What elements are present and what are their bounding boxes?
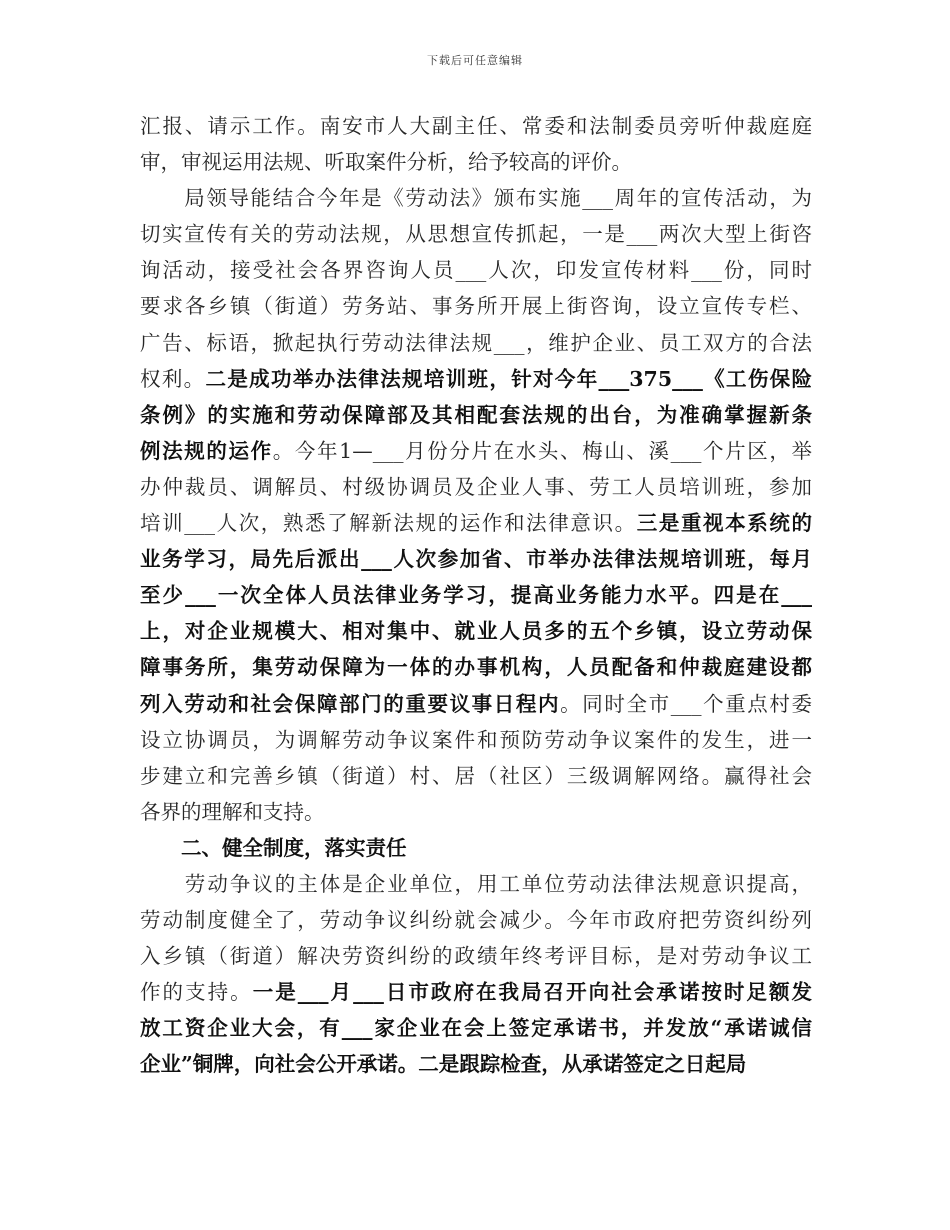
- text-run: 切实宣传有关的劳动法规，从思想宣传抓起，一是___两次大型上街咨: [140, 222, 812, 247]
- text-line: [140, 108, 812, 144]
- paragraph: [140, 108, 812, 180]
- text-line: [140, 216, 812, 252]
- text-line: [140, 433, 812, 469]
- text-line: [140, 144, 812, 180]
- bold-text-run: 二是成功举办法律法规培训班，针对今年___375___《工伤保险: [205, 366, 813, 391]
- text-line: [140, 505, 812, 541]
- text-line: [140, 1010, 812, 1046]
- text-run: 汇报、请示工作。南安市人大副主任、常委和法制委员旁听仲裁庭庭: [140, 114, 812, 138]
- text-line: [140, 288, 812, 324]
- text-run: 步建立和完善乡镇（街道）村、居（社区）三级调解网络。赢得社会: [140, 763, 812, 788]
- text-run: 要求各乡镇（街道）劳务站、事务所开展上街咨询，设立宣传专栏、: [140, 294, 812, 319]
- text-run: 。同时全市___个重点村委: [560, 691, 813, 716]
- text-line: [140, 830, 812, 866]
- text-run: 作的支持。: [140, 980, 253, 1005]
- bold-text-run: 条例》的实施和劳动保障部及其相配套法规的出台，为准确掌握新条: [140, 402, 812, 427]
- bold-text-run: 三是重视本系统的: [636, 511, 813, 536]
- text-run: 审，审视运用法规、听取案件分析，给予较高的评价。: [140, 150, 632, 175]
- bold-text-run: 例法规的运作: [140, 438, 273, 463]
- bold-text-run: 上，对企业规模大、相对集中、就业人员多的五个乡镇，设立劳动保: [140, 619, 812, 644]
- document-body: [140, 108, 812, 1083]
- text-line: [140, 397, 812, 433]
- text-line: [140, 686, 812, 722]
- text-run: 。今年1—___月份分片在水头、梅山、溪___个片区，举: [272, 438, 813, 463]
- text-run: 广告、标语，掀起执行劳动法律法规___，维护企业、员工双方的合法: [140, 330, 812, 355]
- bold-text-run: 至少___一次全体人员法律业务学习，提高业务能力水平。四是在___: [140, 583, 812, 608]
- text-run: 劳动制度健全了，劳动争议纠纷就会减少。今年市政府把劳资纠纷列: [140, 908, 812, 933]
- bold-text-run: 列入劳动和社会保障部门的重要议事日程内: [140, 691, 561, 716]
- text-line: [140, 938, 812, 974]
- text-run: 各界的理解和支持。: [140, 799, 325, 824]
- text-line: [140, 866, 812, 902]
- text-run: 劳动争议的主体是企业单位，用工单位劳动法律法规意识提高，: [140, 871, 812, 896]
- text-line: [140, 252, 812, 288]
- bold-text-run: 一是___月___日市政府在我局召开向社会承诺按时足额发: [252, 980, 813, 1005]
- text-run: 权利。: [140, 366, 206, 391]
- text-run: 入乡镇（街道）解决劳资纠纷的政绩年终考评目标，是对劳动争议工: [140, 944, 812, 969]
- bold-text-run: 二、健全制度，落实责任: [140, 835, 407, 860]
- text-line: [140, 974, 812, 1010]
- text-run: 设立协调员，为调解劳动争议案件和预防劳动争议案件的发生，进一: [140, 727, 812, 752]
- section-heading: [140, 830, 812, 866]
- text-run: 培训___人次，熟悉了解新法规的运作和法律意识。: [140, 511, 637, 536]
- text-run: 询活动，接受社会各界咨询人员___人次，印发宣传材料___份，同时: [140, 258, 812, 283]
- text-line: [140, 577, 812, 613]
- paragraph: [140, 180, 812, 830]
- bold-text-run: 业务学习，局先后派出___人次参加省、市举办法律法规培训班，每月: [140, 547, 812, 572]
- text-line: [140, 613, 812, 649]
- page-header: 下载后可任意编辑: [427, 54, 523, 67]
- bold-text-run: 障事务所，集劳动保障为一体的办事机构，人员配备和仲裁庭建设都: [140, 655, 812, 680]
- bold-text-run: 企业”铜牌，向社会公开承诺。二是跟踪检查，从承诺签定之日起局: [140, 1052, 747, 1077]
- text-line: [140, 361, 812, 397]
- bold-text-run: 放工资企业大会，有___家企业在会上签定承诺书，并发放“承诺诚信: [140, 1016, 812, 1041]
- text-line: [140, 758, 812, 794]
- paragraph: [140, 866, 812, 1083]
- text-run: 办仲裁员、调解员、村级协调员及企业人事、劳工人员培训班，参加: [140, 474, 812, 499]
- text-line: [140, 541, 812, 577]
- text-run: 局领导能结合今年是《劳动法》颁布实施___周年的宣传活动，为: [140, 186, 812, 211]
- text-line: [140, 902, 812, 938]
- text-line: [140, 469, 812, 505]
- text-line: [140, 325, 812, 361]
- text-line: [140, 1046, 812, 1082]
- text-line: [140, 722, 812, 758]
- text-line: [140, 180, 812, 216]
- text-line: [140, 649, 812, 685]
- text-line: [140, 794, 812, 830]
